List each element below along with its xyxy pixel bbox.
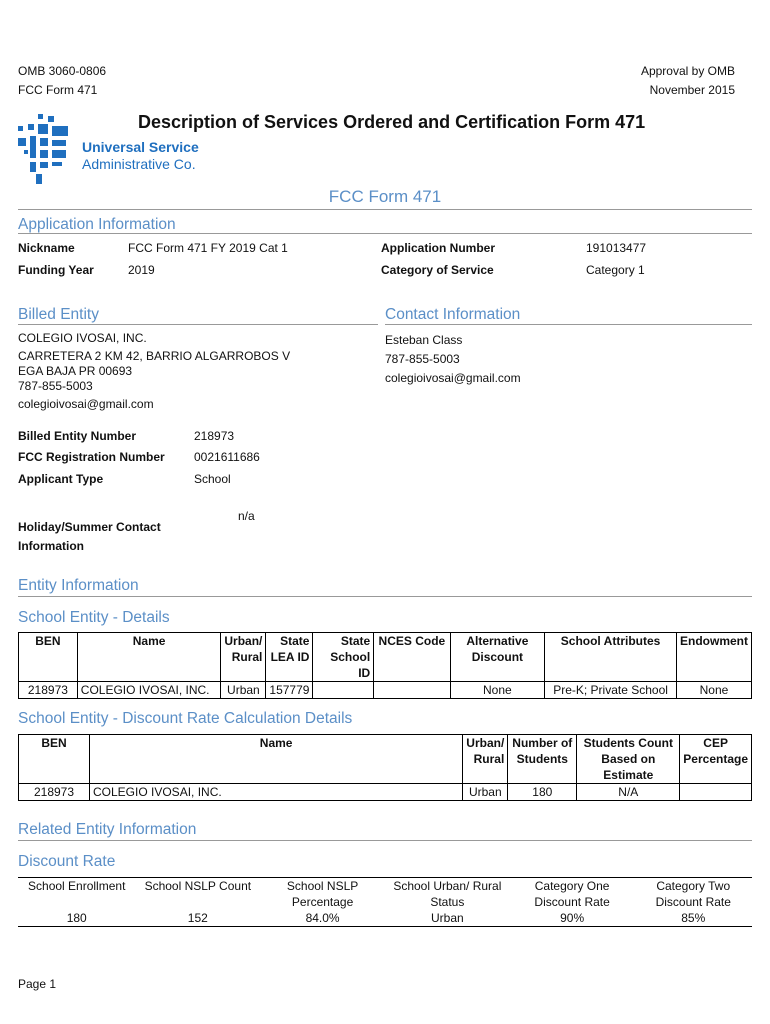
cell-ben: 218973 bbox=[19, 784, 90, 801]
table-header-row bbox=[19, 633, 752, 682]
applicant-type-value: School bbox=[194, 472, 231, 486]
contact-name: Esteban Class bbox=[385, 333, 463, 347]
header-attributes: School Attributes bbox=[545, 633, 677, 682]
page-number: Page 1 bbox=[18, 977, 57, 991]
logo-line1: Universal Service bbox=[82, 139, 199, 155]
billed-address-block bbox=[18, 331, 290, 412]
header-urban-rural: School Urban/ Rural Status bbox=[385, 878, 510, 911]
header-nces: NCES Code bbox=[374, 633, 450, 682]
discount-calc-section-title: School Entity - Discount Rate Calculation Details bbox=[18, 710, 353, 727]
cell-name: COLEGIO IVOSAI, INC. bbox=[90, 784, 463, 801]
school-details-table bbox=[18, 632, 752, 699]
header-nslp-pct: School NSLP Percentage bbox=[260, 878, 385, 911]
billed-number-label: Billed Entity Number bbox=[18, 429, 137, 443]
header-estimate: Students Count Based on Estimate bbox=[577, 735, 680, 784]
header-cep: CEP Percentage bbox=[680, 735, 752, 784]
discount-rate-section-title: Discount Rate bbox=[18, 853, 116, 870]
holiday-label-line1: Holiday/Summer Contact bbox=[18, 520, 161, 534]
header-num-students: Number of Students bbox=[508, 735, 577, 784]
contact-email: colegioivosai@gmail.com bbox=[385, 371, 521, 385]
contact-section-title: Contact Information bbox=[385, 306, 521, 323]
header-state-lea: State LEA ID bbox=[266, 633, 313, 682]
header-cat1: Category One Discount Rate bbox=[510, 878, 635, 911]
header-urban-rural: Urban/ Rural bbox=[221, 633, 266, 682]
application-section-title: Application Information bbox=[18, 216, 176, 233]
header-ben: BEN bbox=[19, 735, 90, 784]
header-name: Name bbox=[90, 735, 463, 784]
table-header-row bbox=[19, 735, 752, 784]
cell-attributes: Pre-K; Private School bbox=[545, 682, 677, 699]
cell-endowment: None bbox=[676, 682, 751, 699]
table-row bbox=[18, 910, 752, 927]
cell-alt-discount: None bbox=[450, 682, 545, 699]
related-section-title: Related Entity Information bbox=[18, 821, 197, 838]
divider bbox=[18, 840, 752, 841]
header-nslp-count: School NSLP Count bbox=[135, 878, 260, 911]
header-cat2: Category Two Discount Rate bbox=[635, 878, 753, 911]
cell-name: COLEGIO IVOSAI, INC. bbox=[77, 682, 221, 699]
billed-section-title: Billed Entity bbox=[18, 306, 99, 323]
cell-ben: 218973 bbox=[19, 682, 78, 699]
cell-nslp-pct: 84.0% bbox=[305, 911, 340, 925]
divider bbox=[18, 596, 752, 597]
form-subtitle: FCC Form 471 bbox=[328, 187, 442, 206]
contact-block bbox=[385, 331, 521, 388]
header-urban-rural: Urban/ Rural bbox=[463, 735, 508, 784]
cell-nces bbox=[374, 682, 450, 699]
usac-logo-icon bbox=[14, 112, 74, 186]
entity-section-title: Entity Information bbox=[18, 577, 139, 594]
billed-number-value: 218973 bbox=[194, 429, 235, 443]
cell-estimate: N/A bbox=[577, 784, 680, 801]
cell-cep bbox=[680, 784, 752, 801]
cell-urban-rural: Urban bbox=[463, 784, 508, 801]
cell-state-school bbox=[313, 682, 374, 699]
fcc-reg-label: FCC Registration Number bbox=[18, 450, 165, 464]
table-row bbox=[19, 682, 752, 699]
cell-nslp-count: 152 bbox=[187, 911, 208, 925]
nickname-value: FCC Form 471 FY 2019 Cat 1 bbox=[128, 241, 288, 255]
divider bbox=[385, 324, 752, 325]
header-alt-discount: Alternative Discount bbox=[450, 633, 545, 682]
form-name: FCC Form 471 bbox=[18, 83, 98, 97]
divider bbox=[18, 209, 752, 210]
category-label: Category of Service bbox=[381, 263, 494, 277]
app-number-label: Application Number bbox=[381, 241, 496, 255]
cell-cat2: 85% bbox=[681, 911, 706, 925]
logo-line2: Administrative Co. bbox=[82, 156, 196, 172]
cell-cat1: 90% bbox=[560, 911, 585, 925]
page-title: Description of Services Ordered and Certification Form 471 bbox=[138, 112, 646, 132]
discount-calc-table bbox=[18, 734, 752, 801]
nickname-label: Nickname bbox=[18, 241, 75, 255]
cell-urban-rural: Urban bbox=[221, 682, 266, 699]
table-header-row bbox=[18, 878, 752, 911]
cell-urban-rural: Urban bbox=[431, 911, 464, 925]
billed-address1: CARRETERA 2 KM 42, BARRIO ALGARROBOS V bbox=[18, 349, 291, 363]
funding-year-label: Funding Year bbox=[18, 263, 94, 277]
category-value: Category 1 bbox=[586, 263, 645, 277]
header-name: Name bbox=[77, 633, 221, 682]
divider bbox=[18, 233, 752, 234]
approval-label: Approval by OMB bbox=[640, 64, 735, 78]
fcc-reg-value: 0021611686 bbox=[194, 450, 260, 464]
header-state-school: State School ID bbox=[313, 633, 374, 682]
header-endowment: Endowment bbox=[676, 633, 751, 682]
holiday-contact-label bbox=[18, 518, 161, 556]
header-enrollment: School Enrollment bbox=[18, 878, 135, 911]
omb-number: OMB 3060-0806 bbox=[18, 64, 107, 78]
discount-rate-table bbox=[18, 877, 752, 927]
app-number-value: 191013477 bbox=[586, 241, 647, 255]
holiday-contact-value: n/a bbox=[238, 509, 255, 523]
details-section-title: School Entity - Details bbox=[18, 609, 170, 626]
divider bbox=[18, 324, 378, 325]
billed-phone: 787-855-5003 bbox=[18, 379, 93, 393]
header-ben: BEN bbox=[19, 633, 78, 682]
applicant-type-label: Applicant Type bbox=[18, 472, 104, 486]
holiday-label-line2: Information bbox=[18, 539, 84, 553]
billed-email: colegioivosai@gmail.com bbox=[18, 397, 154, 411]
cell-num-students: 180 bbox=[508, 784, 577, 801]
contact-phone: 787-855-5003 bbox=[385, 352, 460, 366]
funding-year-value: 2019 bbox=[128, 263, 155, 277]
table-row bbox=[19, 784, 752, 801]
billed-name: COLEGIO IVOSAI, INC. bbox=[18, 331, 147, 345]
approval-date: November 2015 bbox=[649, 83, 735, 97]
billed-address2: EGA BAJA PR 00693 bbox=[18, 364, 133, 378]
cell-state-lea: 157779 bbox=[266, 682, 313, 699]
cell-enrollment: 180 bbox=[66, 911, 87, 925]
